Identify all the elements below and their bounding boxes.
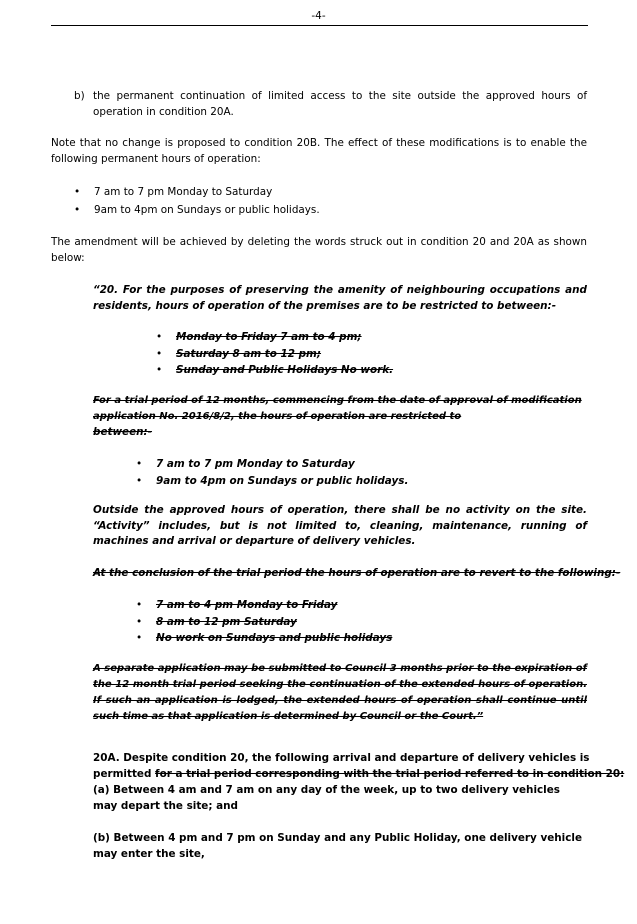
struck-text: for a trial period corresponding with the trial period referred to in condition 20: — [155, 768, 625, 780]
bullet-icon: • — [156, 331, 163, 343]
trial-period-line: For a trial period of 12 months, commencing from the date of approval of modification — [93, 395, 582, 406]
item-b-marker: b) — [74, 90, 85, 102]
condition-20a-item-b: (b) Between 4 pm and 7 pm on Sunday and any Public Holiday, one delivery vehicle may enter the site, — [93, 832, 582, 860]
bullet-icon: • — [136, 632, 143, 644]
bullet-icon: • — [136, 616, 143, 628]
activity-paragraph: Outside the approved hours of operation, there shall be no activity on the site. “Activity” includes, but is not limited to, cleaning, maintenance, running of machines and arrival or departure of delivery vehicles. — [93, 504, 587, 547]
bullet-icon: • — [136, 458, 143, 470]
separate-application-paragraph: A separate application may be submitted to Council 3 months prior to the expiration of the 12 month trial period seeking the continuation of the extended hours of operation. If such an application is lodged, the extended hours of operation shall continue until such time as that application is determined by Council or the Court.” — [93, 663, 587, 722]
bullet-icon: • — [74, 186, 81, 198]
bullet-icon: • — [74, 204, 81, 216]
note-paragraph: Note that no change is proposed to condition 20B. The effect of these modifications is to enable the following permanent hours of operation: — [51, 137, 587, 165]
bullet-icon: • — [156, 364, 163, 376]
bullet-icon: • — [156, 348, 163, 360]
item-b-text: the permanent continuation of limited access to the site outside the approved hours of operation in condition 20A. — [93, 90, 587, 118]
page-number: -4- — [311, 10, 326, 22]
bullet-icon: • — [136, 475, 143, 487]
amendment-paragraph: The amendment will be achieved by deleting the words struck out in condition 20 and 20A as shown below: — [51, 236, 587, 264]
condition-20a-item-a: (a) Between 4 am and 7 am on any day of the week, up to two delivery vehicles may depart the site; and — [93, 784, 560, 812]
trial-period-line: application No. 2016/8/2, the hours of operation are restricted to — [93, 411, 462, 422]
condition-20a-line: permitted for a trial period corresponding with the trial period referred to in condition 20: — [93, 768, 625, 780]
revert-paragraph: At the conclusion of the trial period the hours of operation are to revert to the following:- — [93, 567, 621, 579]
trial-period-line: between:- — [93, 426, 153, 438]
condition-20a-line: 20A. Despite condition 20, the following arrival and departure of delivery vehicles is — [93, 752, 590, 764]
header-rule — [51, 25, 588, 26]
condition-20-intro: “20. For the purposes of preserving the amenity of neighbouring occupations and residents, hours of operation of the premises are to be restricted to between:- — [93, 284, 587, 312]
bullet-icon: • — [136, 599, 143, 611]
